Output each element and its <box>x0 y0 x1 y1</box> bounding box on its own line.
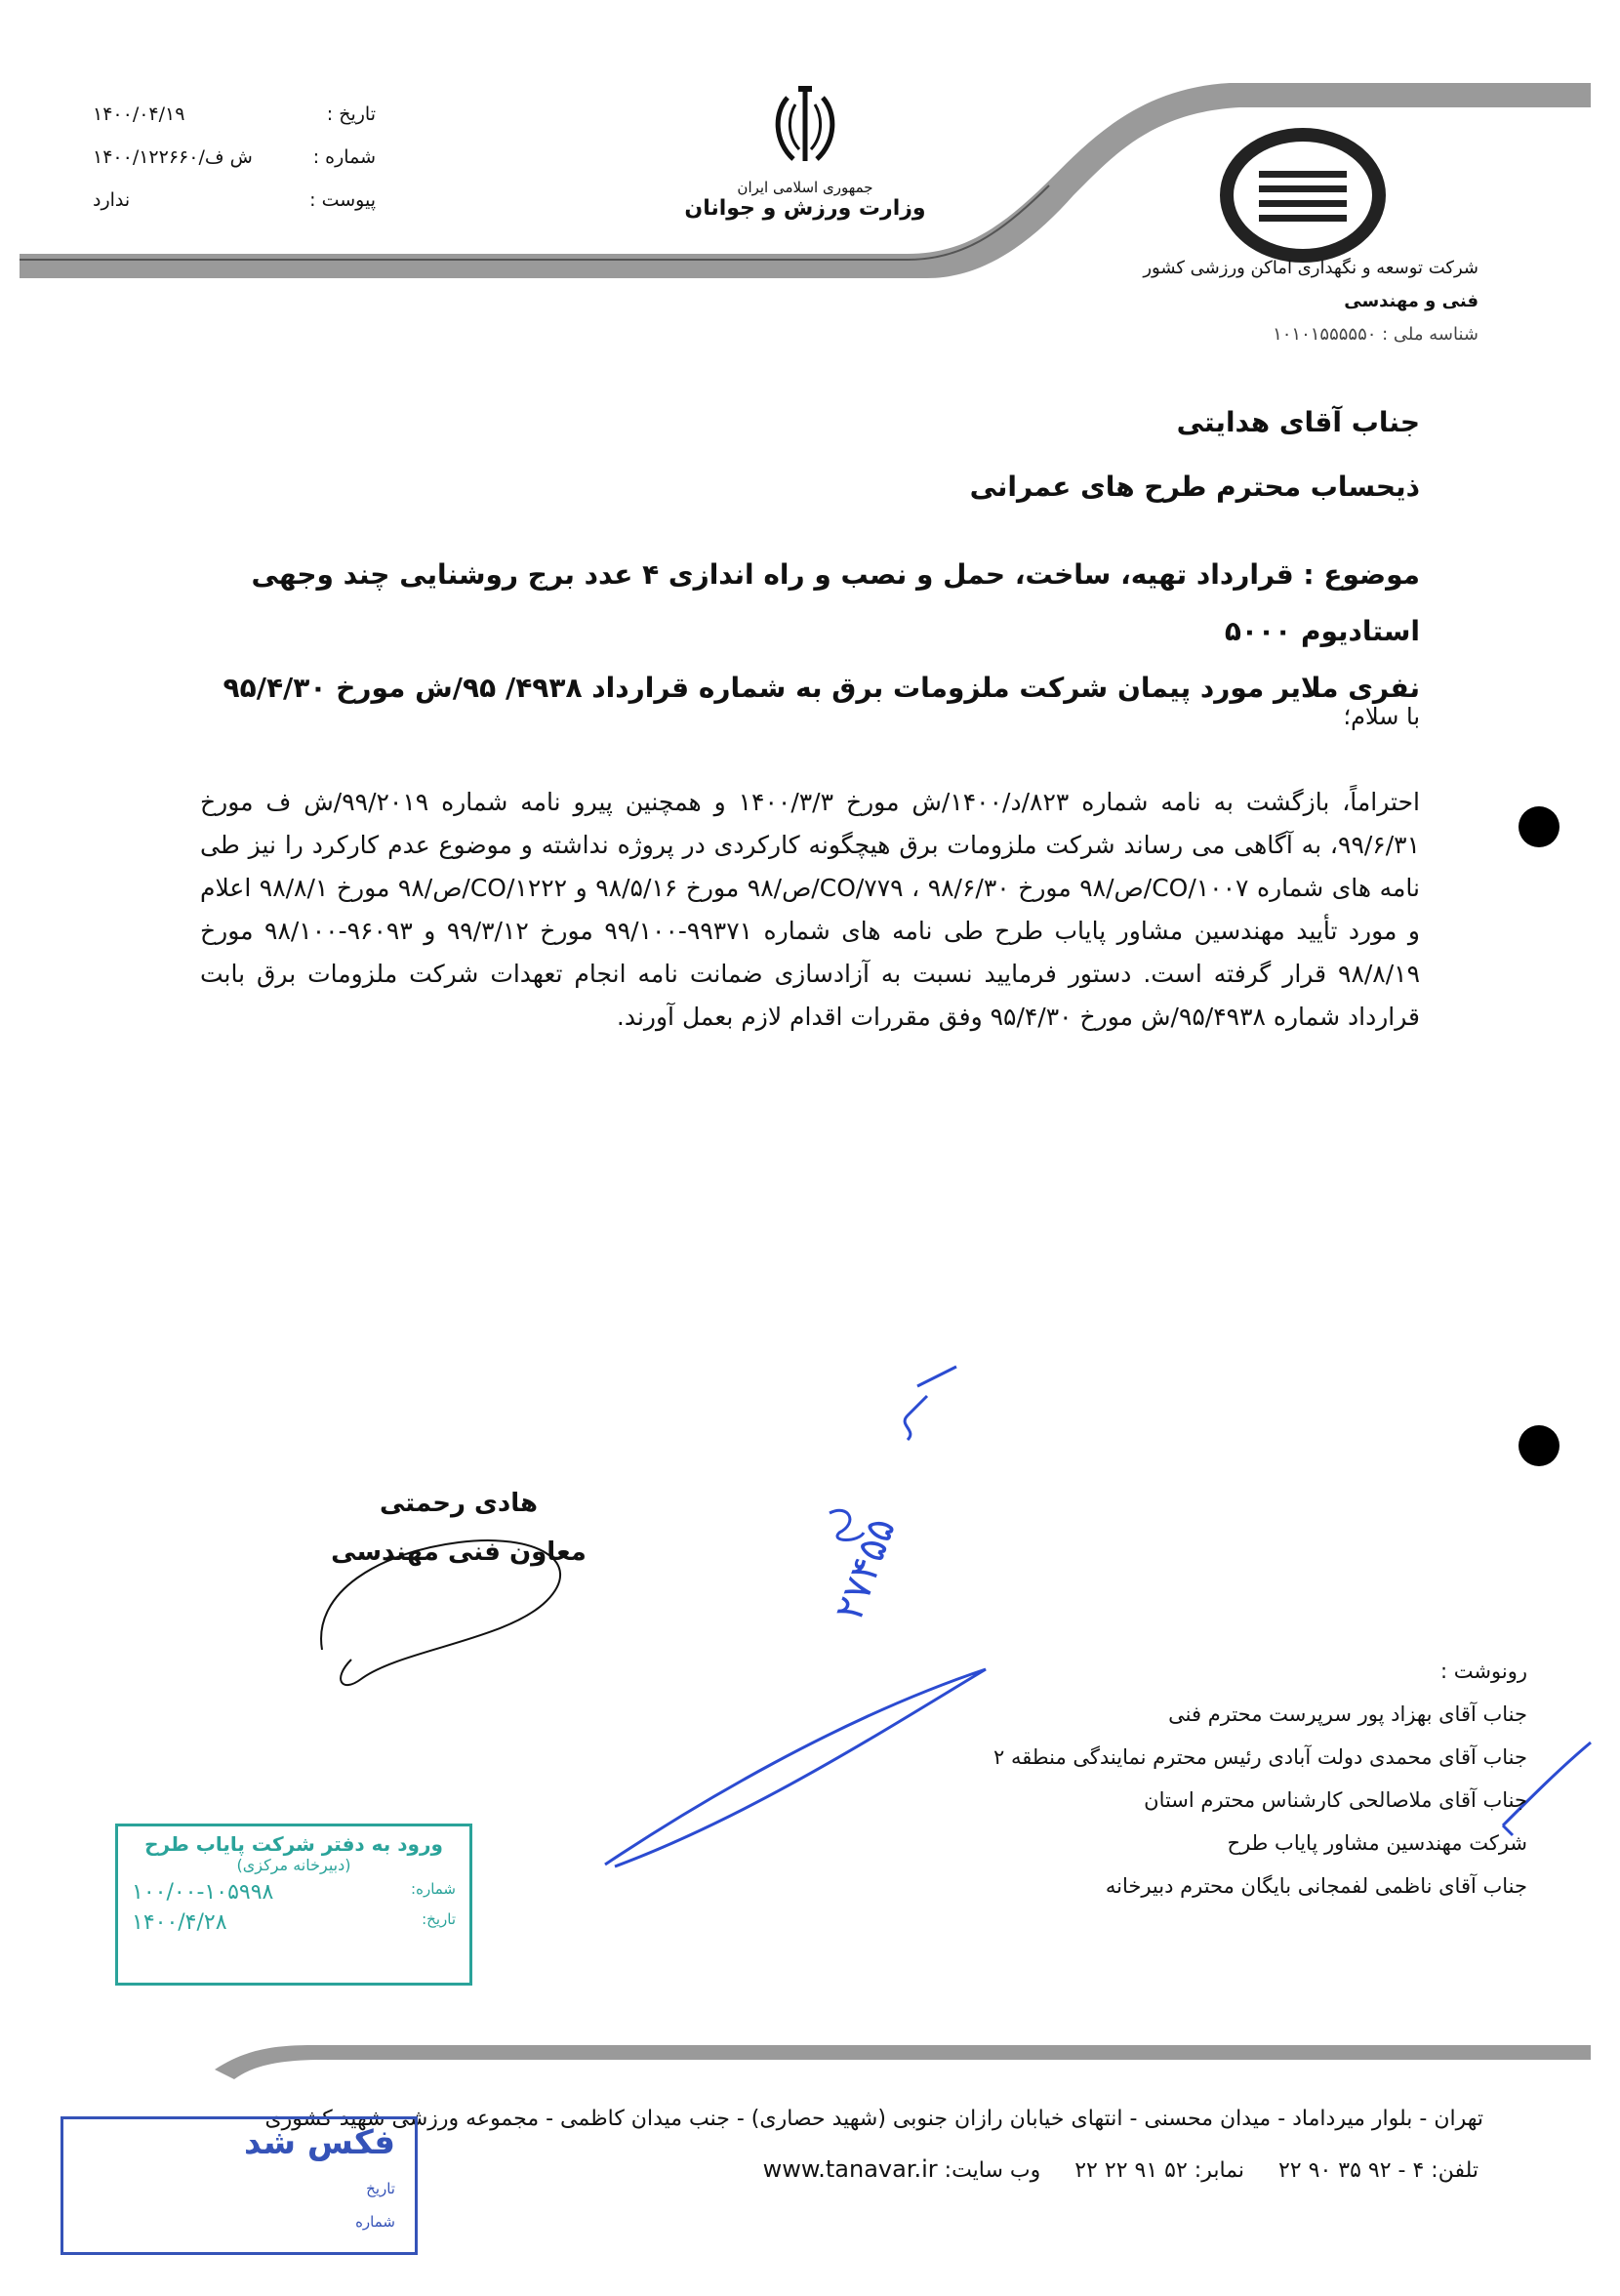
fax-stamp <box>61 2116 418 2255</box>
date-label: تاریخ : <box>326 103 376 125</box>
addressee-name: جناب آقای هدایتی <box>1176 406 1420 438</box>
stamp-date-value: ۱۴۰۰/۴/۲۸ <box>132 1910 227 1935</box>
department-name: فنی و مهندسی <box>1344 291 1478 311</box>
date-value: ۱۴۰۰/۰۴/۱۹ <box>93 103 185 125</box>
company-name: شرکت توسعه و نگهداری اماکن ورزشی کشور <box>1143 258 1478 278</box>
footer-website-label: وب سایت: <box>944 2158 1041 2183</box>
greeting: با سلام؛ <box>1343 703 1420 730</box>
fax-stamp-number-label: شماره <box>355 2213 395 2231</box>
letter-metadata <box>93 93 376 222</box>
subject-line-1: موضوع : قرارداد تهیه، ساخت، حمل و نصب و راه اندازی ۴ عدد برج روشنایی چند وجهی استادیوم ۵۰۰۰ <box>251 558 1420 647</box>
attachment-label: پیوست : <box>309 189 376 211</box>
handwritten-note <box>771 1347 1005 1640</box>
subject-line-2: نفری ملایر مورد پیمان شرکت ملزومات برق به شماره قرارداد ۴۹۳۸/ ۹۵/ش مورخ ۹۵/۴/۳۰ <box>223 672 1420 704</box>
cc-list <box>844 1650 1527 1907</box>
addressee-title: ذیحساب محترم طرح های عمرانی <box>969 471 1420 503</box>
signatory-name: هادی رحمتی <box>379 1489 539 1518</box>
company-logo-icon <box>1220 127 1386 264</box>
cc-item: جناب آقای ناظمی لفمجانی بایگان محترم دبیرخانه <box>1105 1874 1527 1898</box>
ministry-name: وزارت ورزش و جوانان <box>684 196 926 221</box>
cc-heading: رونوشت : <box>1440 1660 1527 1683</box>
stamp-title: ورود به دفتر شرکت پایاب طرح <box>144 1832 443 1856</box>
cc-item: جناب آقای ملاصالحی کارشناس محترم استان <box>1144 1788 1527 1812</box>
attachment-value: ندارد <box>93 189 131 211</box>
stamp-number-label: شماره: <box>411 1880 456 1898</box>
stamp-number-value: ۱۰۰/۰۰-۱۰۵۹۹۸ <box>132 1880 274 1905</box>
signatory-title: معاون فنی مهندسی <box>331 1538 587 1567</box>
footer-address: تهران - بلوار میرداماد - میدان محسنی - انتهای خیابان رازان جنوبی (شهید حصاری) - جنب میدان کاظمی - مجموعه ورزشی شهید کشوری <box>264 2107 1483 2131</box>
handwritten-number: ۲۷۴۵۵ <box>826 1512 905 1626</box>
company-info <box>1069 252 1478 351</box>
stamp-date-label: تاریخ: <box>422 1910 456 1928</box>
iran-emblem-icon <box>766 83 844 171</box>
signature-block <box>322 1479 595 1577</box>
ministry-emblem-block <box>673 83 937 221</box>
footer-website[interactable]: www.tanavar.ir <box>762 2155 938 2183</box>
date-row <box>93 93 376 136</box>
national-id: شناسه ملی : ۱۰۱۰۱۵۵۵۵۵۰ <box>1273 324 1478 345</box>
fax-stamp-date-label: تاریخ <box>366 2180 395 2197</box>
number-value: ۱۴۰۰/۱۲۲۶۶۰/ش ف <box>93 146 253 168</box>
number-row <box>93 136 376 179</box>
punch-hole <box>1519 1425 1559 1466</box>
fax-stamp-title: فکس شد <box>243 2123 395 2162</box>
cc-item: شرکت مهندسین مشاور پایاب طرح <box>1227 1831 1527 1855</box>
number-label: شماره : <box>312 146 376 168</box>
cc-item: جناب آقای محمدی دولت آبادی رئیس محترم نمایندگی منطقه ۲ <box>993 1745 1527 1769</box>
footer-fax: نمابر: ۵۲ ۹۱ ۲۲ ۲۲ <box>1074 2158 1245 2183</box>
stamp-subtitle: (دبیرخانه مرکزی) <box>236 1856 351 1874</box>
letter-subject <box>200 547 1420 717</box>
receipt-stamp <box>115 1824 472 1986</box>
stamp-date-row <box>118 1910 469 1935</box>
stamp-number-row <box>118 1880 469 1905</box>
punch-hole <box>1519 806 1559 847</box>
attachment-row <box>93 179 376 222</box>
footer-phone: تلفن: ۴ - ۹۲ ۳۵ ۹۰ ۲۲ <box>1277 2158 1478 2183</box>
letter-body: احتراماً، بازگشت به نامه شماره ۸۲۳/د/۱۴۰۰/ش مورخ ۱۴۰۰/۳/۳ و همچنین پیرو نامه شماره ۹۹/۲۰۱۹/ش ف مورخ ۹۹/۶/۳۱، به آگاهی می رساند شرکت ملزومات برق هیچگونه کارکردی در پروژه نداشته و موضوع عدم کارکرد را نیز طی نامه های شماره CO/۱۰۰۷/ص/۹۸ مورخ ۹۸/۶/۳۰ ، CO/۷۷۹/ص/۹۸ مورخ ۹۸/۵/۱۶ و CO/۱۲۲۲/ص/۹۸ مورخ ۹۸/۸/۱ اعلام و مورد تأیید مهندسین مشاور پایاب طرح طی نامه های شماره ۹۹۳۷۱-۹۹/۱۰۰ مورخ ۹۹/۳/۱۲ و ۹۶۰۹۳-۹۸/۱۰۰ مورخ ۹۸/۸/۱۹ قرار گرفته است. دستور فرمایید نسبت به آزادسازی ضمانت نامه انجام تعهدات شرکت ملزومات برق بابت قرارداد شماره ۹۵/۴۹۳۸/ش مورخ ۹۵/۴/۳۰ وفق مقررات اقدام لازم بعمل آورند. <box>200 788 1420 1031</box>
footer-band <box>0 2040 1620 2079</box>
emblem-country: جمهوری اسلامی ایران <box>737 179 873 196</box>
addressee <box>542 390 1420 519</box>
cc-item: جناب آقای بهزاد پور سرپرست محترم فنی <box>1168 1702 1527 1726</box>
